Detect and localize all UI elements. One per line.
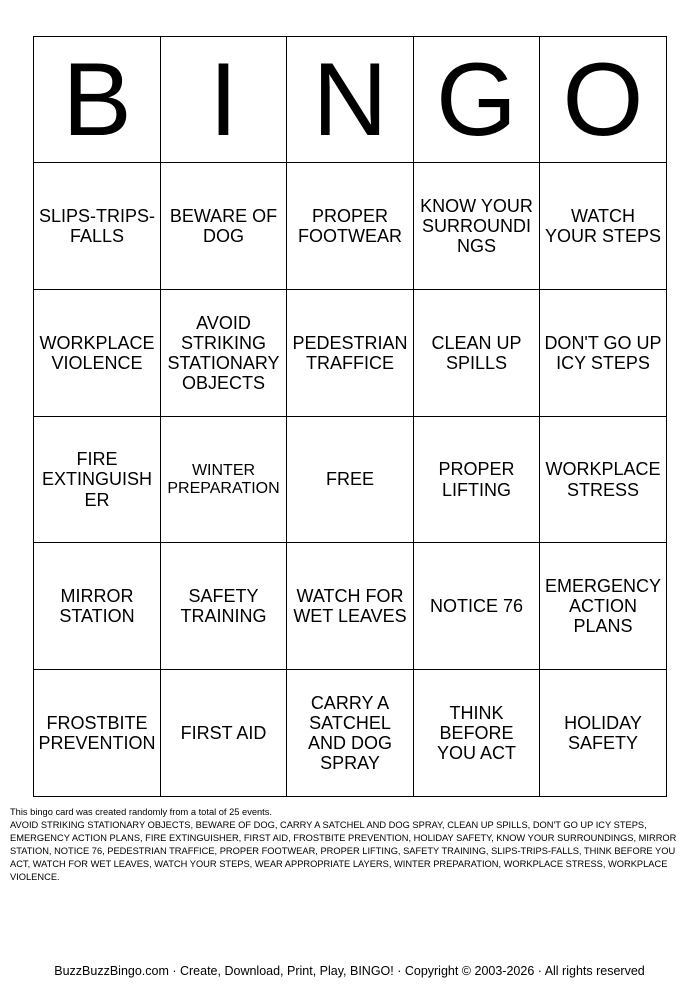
bingo-cell: WORKPLACE VIOLENCE: [34, 290, 161, 417]
bingo-cell: NOTICE 76: [414, 543, 540, 670]
header-letter-o: O: [540, 37, 667, 163]
free-cell: FREE: [287, 417, 414, 543]
bingo-cell: FIRE EXTINGUISHER: [34, 417, 161, 543]
bingo-cell: DON'T GO UP ICY STEPS: [540, 290, 667, 417]
bingo-cell: BEWARE OF DOG: [161, 163, 287, 290]
bingo-cell: FIRST AID: [161, 670, 287, 797]
bingo-cell: CLEAN UP SPILLS: [414, 290, 540, 417]
header-letter-n: N: [287, 37, 414, 163]
bingo-cell: SLIPS-TRIPS-FALLS: [34, 163, 161, 290]
bingo-cell: PROPER FOOTWEAR: [287, 163, 414, 290]
header-letter-i: I: [161, 37, 287, 163]
bingo-cell: KNOW YOUR SURROUNDINGS: [414, 163, 540, 290]
header-row: [34, 37, 667, 163]
bingo-row-4: [34, 543, 667, 670]
bingo-row-2: [34, 290, 667, 417]
bingo-card: [33, 36, 667, 797]
bingo-cell: SAFETY TRAINING: [161, 543, 287, 670]
bingo-cell: FROSTBITE PREVENTION: [34, 670, 161, 797]
bingo-cell: HOLIDAY SAFETY: [540, 670, 667, 797]
header-letter-b: B: [34, 37, 161, 163]
card-info: [10, 806, 690, 884]
card-info-events: AVOID STRIKING STATIONARY OBJECTS, BEWARE OF DOG, CARRY A SATCHEL AND DOG SPRAY, CLEAN UP SPILLS, DON'T GO UP ICY STEPS, EMERGENCY ACTION PLANS, FIRE EXTINGUISHER, FIRST AID, FROSTBITE PREVENTION, HOLIDAY SAFETY, KNOW YOUR SURROUNDINGS, MIRROR STATION, NOTICE 76, PEDESTRIAN TRAFFICE, PROPER FOOTWEAR, PROPER LIFTING, SAFETY TRAINING, SLIPS-TRIPS-FALLS, THINK BEFORE YOU ACT, WATCH FOR WET LEAVES, WATCH YOUR STEPS, WEAR APPROPRIATE LAYERS, WINTER PREPARATION, WORKPLACE STRESS, WORKPLACE VIOLENCE.: [10, 820, 677, 882]
bingo-cell: MIRROR STATION: [34, 543, 161, 670]
bingo-cell: WINTER PREPARATION: [161, 417, 287, 543]
bingo-row-5: [34, 670, 667, 797]
bingo-cell: WATCH FOR WET LEAVES: [287, 543, 414, 670]
bingo-cell: EMERGENCY ACTION PLANS: [540, 543, 667, 670]
bingo-row-3: [34, 417, 667, 543]
bingo-cell: CARRY A SATCHEL AND DOG SPRAY: [287, 670, 414, 797]
bingo-cell: WORKPLACE STRESS: [540, 417, 667, 543]
card-info-summary: This bingo card was created randomly from a total of 25 events.: [10, 807, 272, 817]
bingo-cell: THINK BEFORE YOU ACT: [414, 670, 540, 797]
header-letter-g: G: [414, 37, 540, 163]
bingo-cell: PEDESTRIAN TRAFFICE: [287, 290, 414, 417]
bingo-row-1: [34, 163, 667, 290]
bingo-cell: AVOID STRIKING STATIONARY OBJECTS: [161, 290, 287, 417]
footer-copyright: BuzzBuzzBingo.com · Create, Download, Print, Play, BINGO! · Copyright © 2003-2026 · All rights reserved: [54, 964, 645, 978]
bingo-cell: PROPER LIFTING: [414, 417, 540, 543]
bingo-cell: WATCH YOUR STEPS: [540, 163, 667, 290]
